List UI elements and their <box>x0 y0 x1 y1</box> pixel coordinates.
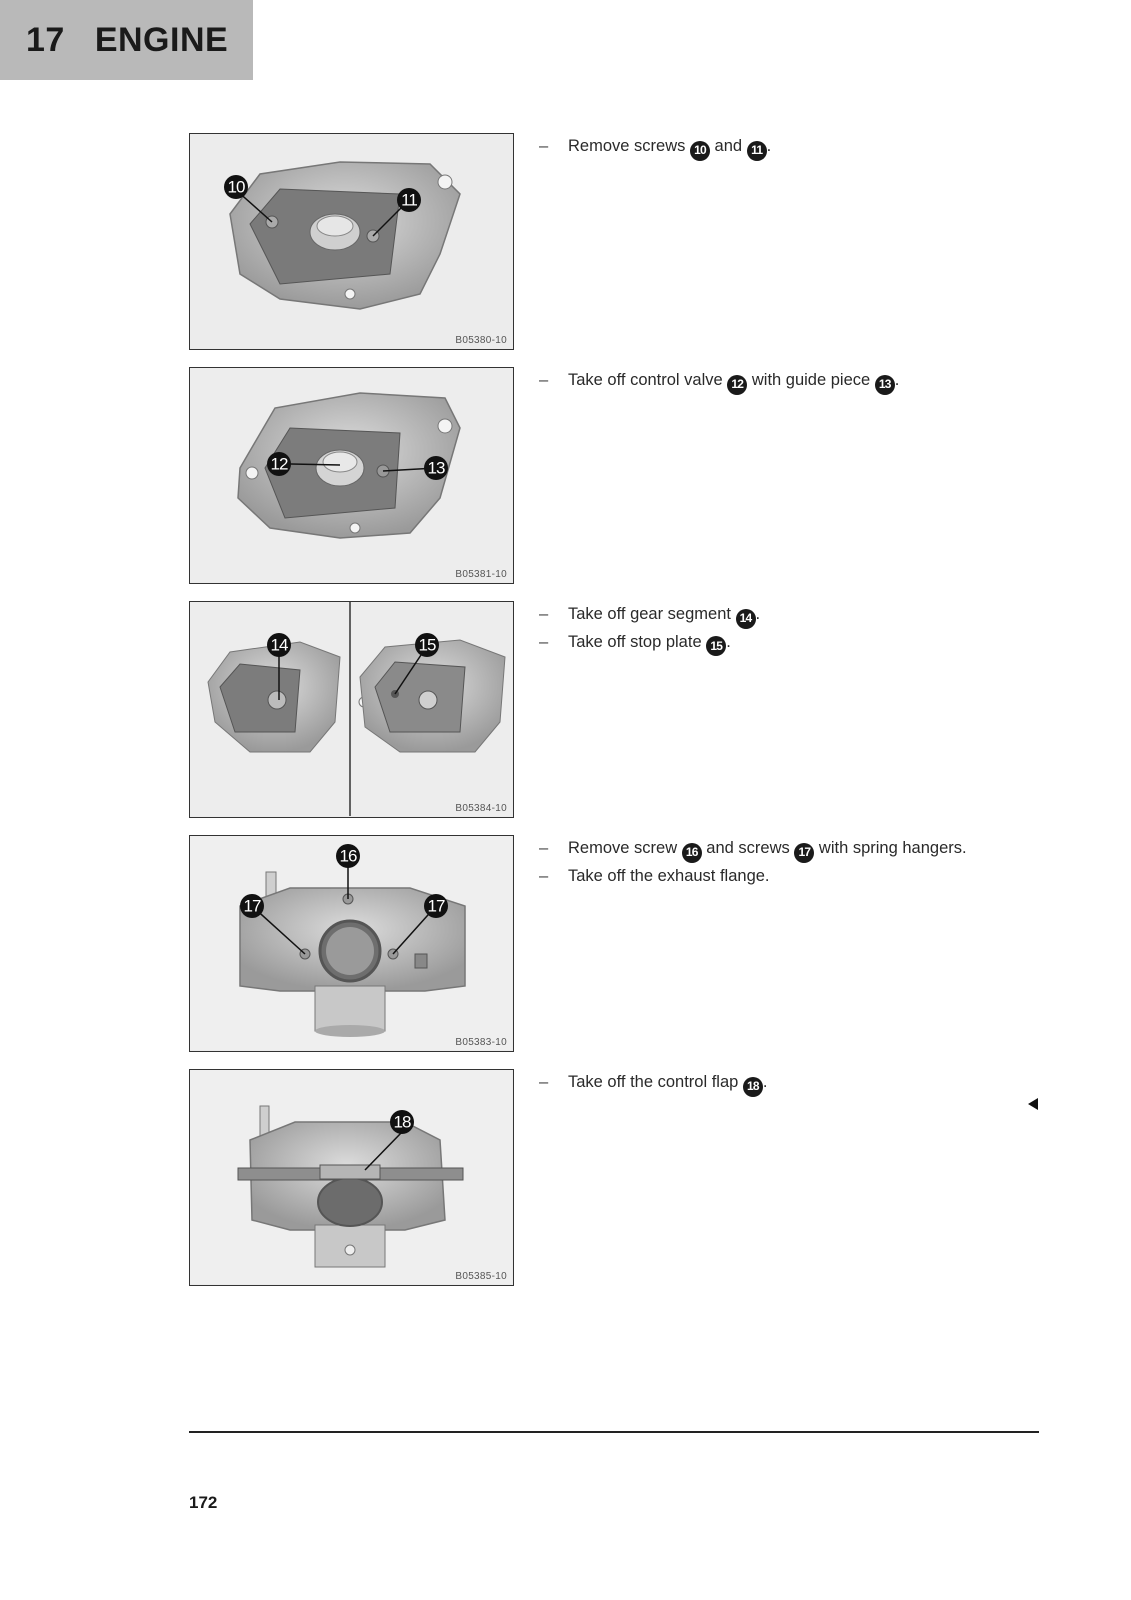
instruction-text: and screws <box>701 839 795 857</box>
instruction-text: Take off gear segment <box>568 605 736 623</box>
engine-photo-illustration <box>190 602 512 816</box>
reference-number: 13 <box>875 375 895 395</box>
figure-code: B05381-10 <box>455 569 507 580</box>
instruction-text: . <box>755 605 761 623</box>
instruction-text: Take off the control flap <box>568 1073 743 1091</box>
dash-marker: – <box>539 866 549 885</box>
reference-number: 16 <box>682 843 702 863</box>
figure-remove-screws <box>189 133 514 350</box>
engine-photo-illustration <box>190 134 512 348</box>
instruction-text: . <box>766 137 772 155</box>
callout-label: 10 <box>227 177 245 197</box>
instruction-text: Remove screws <box>568 137 690 155</box>
dash-marker: – <box>539 371 549 389</box>
chapter-number: 17 <box>26 20 65 59</box>
reference-number: 14 <box>736 609 756 629</box>
instruction-text: . <box>762 1073 768 1091</box>
instruction-list <box>539 601 1039 656</box>
instruction-item <box>539 835 1039 863</box>
page-number: 172 <box>189 1493 218 1512</box>
instruction-item <box>539 133 1039 161</box>
figure-code: B05380-10 <box>455 335 507 346</box>
callout-label: 17 <box>427 896 445 916</box>
reference-number: 11 <box>747 141 767 161</box>
engine-photo-illustration <box>190 836 512 1050</box>
instruction-item <box>539 367 1039 395</box>
callout-label: 15 <box>418 635 436 655</box>
reference-number: 15 <box>706 636 726 656</box>
instruction-text: . <box>894 371 900 389</box>
callout-label: 12 <box>270 454 288 474</box>
callout-label: 13 <box>427 458 445 478</box>
instruction-item <box>539 863 1039 890</box>
instruction-text: Take off control valve <box>568 371 728 389</box>
instruction-list <box>539 367 1039 395</box>
figure-control-flap <box>189 1069 514 1286</box>
instruction-text: with guide piece <box>747 371 875 389</box>
instruction-text: . <box>726 632 731 651</box>
instruction-item <box>539 601 1039 629</box>
engine-photo-illustration <box>190 368 512 582</box>
dash-marker: – <box>539 839 549 857</box>
callout-label: 16 <box>339 846 357 866</box>
instruction-list <box>539 835 1039 890</box>
figure-exhaust-flange <box>189 835 514 1052</box>
instruction-list <box>539 133 1039 161</box>
engine-photo-illustration <box>190 1070 512 1284</box>
instruction-text: Take off stop plate <box>568 632 707 651</box>
callout-label: 11 <box>401 190 417 210</box>
figure-gear-segment-stop-plate <box>189 601 514 818</box>
instruction-item <box>539 1069 1039 1097</box>
footer-divider <box>189 1431 1039 1433</box>
figure-code: B05383-10 <box>455 1037 507 1048</box>
dash-marker: – <box>539 1073 549 1091</box>
dash-marker: – <box>539 137 549 155</box>
instruction-text: and <box>709 137 747 155</box>
chapter-title: ENGINE <box>94 20 229 59</box>
reference-number: 17 <box>794 843 814 863</box>
figure-code: B05384-10 <box>455 803 507 814</box>
instruction-text: Take off the exhaust flange. <box>568 866 770 885</box>
figure-control-valve <box>189 367 514 584</box>
callout-label: 14 <box>270 635 288 655</box>
callout-label: 17 <box>243 896 261 916</box>
instruction-item <box>539 629 1039 657</box>
end-of-procedure-marker <box>1028 1098 1038 1110</box>
instruction-text: with spring hangers. <box>814 839 967 857</box>
dash-marker: – <box>539 605 549 623</box>
figure-code: B05385-10 <box>455 1271 507 1282</box>
reference-number: 10 <box>690 141 710 161</box>
reference-number: 18 <box>743 1077 763 1097</box>
dash-marker: – <box>539 632 549 651</box>
callout-label: 18 <box>393 1112 411 1132</box>
reference-number: 12 <box>727 375 747 395</box>
chapter-header <box>0 0 253 80</box>
instruction-text: Remove screw <box>568 839 682 857</box>
instruction-list <box>539 1069 1039 1097</box>
